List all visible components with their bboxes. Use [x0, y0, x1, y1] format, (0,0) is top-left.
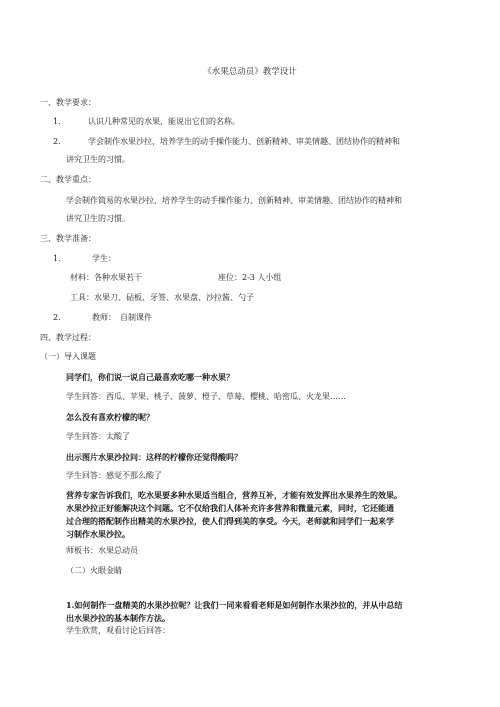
list-item-continuation: 讲究卫生的习惯。 [66, 155, 130, 164]
student-answer: 学生回答：太酸了 [66, 432, 130, 441]
teacher-question: 1.如何制作一盘精美的水果沙拉呢？让我们一同来看看老师是如何制作水果沙拉的，并从中总结 [66, 600, 403, 610]
subsection-heading: （一）导入课题 [40, 352, 96, 361]
student-answer: 学生欣赏，观看讨论后回答： [66, 626, 170, 635]
section-heading-key-points: 二、教学重点： [40, 175, 96, 184]
paragraph-line: 学会制作简易的水果沙拉，培养学生的动手操作能力、创新精神、审美情趣、团结协作的精神和 [66, 196, 402, 205]
paragraph-line: 过合理的搭配制作出精美的水果沙拉，使人们得到美的享受。今天，老师就和同学们一起来学 [66, 516, 394, 526]
list-number: 2． [53, 313, 67, 322]
seats-text: 座位：2-3 人小组 [218, 273, 282, 282]
list-item-text: 教师： 自制课件 [92, 313, 152, 322]
list-number: 2． [53, 137, 67, 146]
list-number: 1． [53, 117, 67, 126]
section-heading-preparation: 三、教学准备： [40, 234, 96, 243]
teacher-question: 出示图片水果沙拉问：这样的柠檬你还觉得酸吗？ [66, 452, 242, 462]
student-answer: 学生回答：西瓜、苹果、桃子、菠萝、橙子、草莓、樱桃、哈密瓜、火龙果…… [66, 392, 346, 401]
list-item-text: 学生： [92, 254, 116, 263]
materials-text: 材料：各种水果若干 [70, 273, 142, 282]
list-item-text: 学会制作水果沙拉，培养学生的动手操作能力、创新精神、审美情趣、团结协作的精神和 [88, 137, 400, 146]
board-note: 师板书：水果总动员 [66, 546, 138, 555]
teacher-question-continuation: 出水果沙拉的基本制作方法。 [66, 613, 170, 623]
student-answer: 学生回答：感觉不那么酸了 [66, 471, 162, 480]
tools-text: 工具：水果刀、砧板、牙签、水果盘、沙拉酱、勺子 [70, 293, 254, 302]
section-heading-requirements: 一、教学要求： [40, 98, 96, 107]
list-item-text: 认识几种常见的水果，能说出它们的名称。 [88, 117, 240, 126]
teacher-question: 同学们，你们说一说自己最喜欢吃哪一种水果？ [66, 372, 234, 382]
paragraph-line: 水果沙拉正好能解决这个问题。它不仅给我们人体补充许多营养和微量元素，同时，它还能通 [66, 503, 394, 513]
teacher-question: 怎么没有喜欢柠檬的呢？ [66, 412, 154, 422]
document-title: 《水果总动员》教学设计 [203, 67, 297, 77]
paragraph-line: 讲究卫生的习惯。 [66, 214, 130, 223]
section-heading-process: 四、教学过程： [40, 333, 96, 342]
paragraph-line: 营养专家告诉我们，吃水果要多种水果适当组合，营养互补，才能有效发挥出水果养生的效果。 [66, 490, 402, 500]
subsection-heading: （二）火眼金睛 [66, 566, 122, 575]
paragraph-line: 习制作水果沙拉。 [66, 529, 130, 539]
list-number: 1． [53, 254, 67, 263]
